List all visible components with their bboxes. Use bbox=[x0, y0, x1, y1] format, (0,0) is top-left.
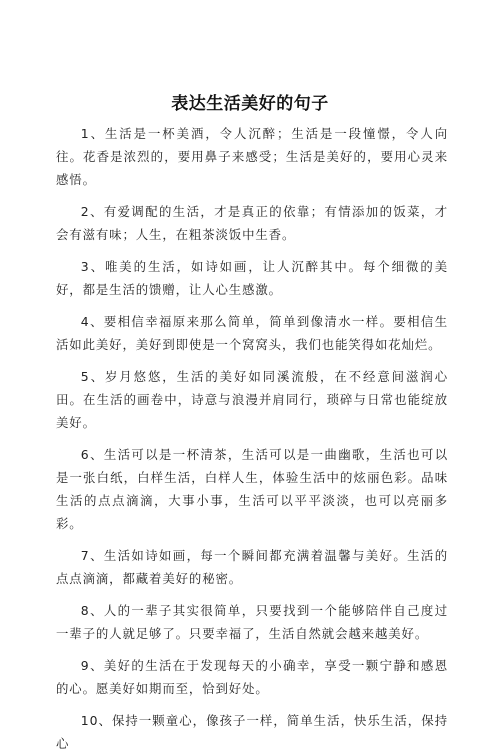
document-body bbox=[56, 122, 448, 755]
paragraph-8: 8、人的一辈子其实很简单，只要找到一个能够陪伴自己度过一辈子的人就足够了。只要幸福了，生活自然就会越来越美好。 bbox=[56, 603, 448, 641]
paragraph-1: 1、生活是一杯美酒，令人沉醉；生活是一段憧憬，令人向往。花香是浓烈的，要用鼻子来感受；生活是美好的，要用心灵来感悟。 bbox=[56, 126, 448, 187]
document-title: 表达生活美好的句子 bbox=[171, 94, 329, 114]
paragraph-2: 2、有爱调配的生活，才是真正的依靠；有情添加的饭菜，才会有滋有味；人生，在粗茶淡饭中生香。 bbox=[56, 204, 448, 242]
paragraph-9: 9、美好的生活在于发现每天的小确幸，享受一颗宁静和感恩的心。愿美好如期而至，恰到好处。 bbox=[56, 658, 448, 696]
paragraph-6: 6、生活可以是一杯清茶，生活可以是一曲幽歌，生活也可以是一张白纸，白样生活，白样人生，体验生活中的炫丽色彩。品味生活的点点滴滴，大事小事，生活可以平平淡淡，也可以亮丽多彩。 bbox=[56, 447, 448, 531]
paragraph-4: 4、要相信幸福原来那么简单，简单到像清水一样。要相信生活如此美好，美好到即使是一个窝窝头，我们也能笑得如花灿烂。 bbox=[56, 314, 448, 352]
paragraph-7: 7、生活如诗如画，每一个瞬间都充满着温馨与美好。生活的点点滴滴，都藏着美好的秘密。 bbox=[56, 548, 448, 586]
paragraph-5: 5、岁月悠悠，生活的美好如同溪流般，在不经意间滋润心田。在生活的画卷中，诗意与浪漫并肩同行，琐碎与日常也能绽放美好。 bbox=[56, 369, 448, 430]
paragraph-10: 10、保持一颗童心，像孩子一样，简单生活，快乐生活，保持心 bbox=[56, 713, 448, 751]
paragraph-3: 3、唯美的生活，如诗如画，让人沉醉其中。每个细微的美好，都是生活的馈赠，让人心生感激。 bbox=[56, 259, 448, 297]
